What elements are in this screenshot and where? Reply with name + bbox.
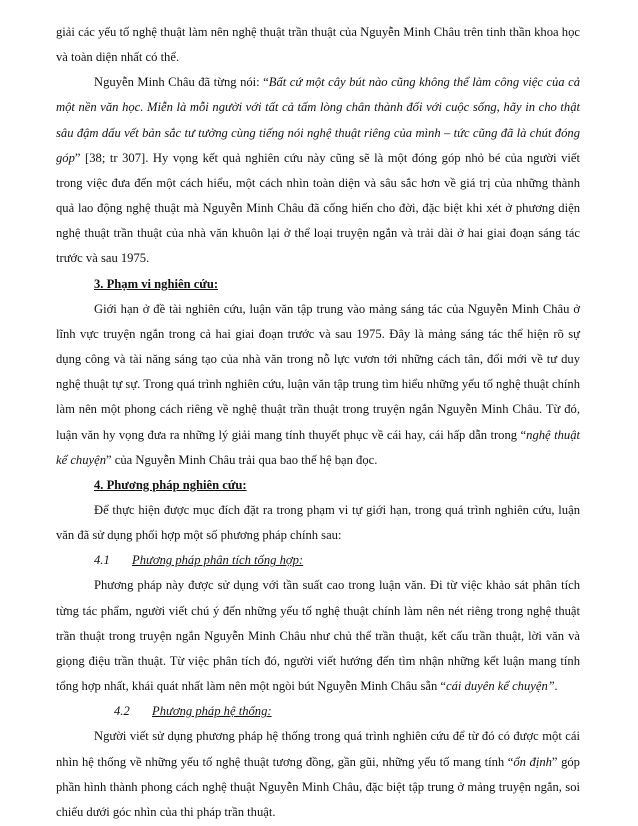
- section-heading-scope: 3. Phạm vi nghiên cứu:: [94, 276, 219, 291]
- paragraph-analysis: [56, 573, 580, 699]
- system-italic-text: ổn định: [513, 754, 552, 769]
- paragraph-intro-end: giải các yếu tố nghệ thuật làm nên nghệ thuật trần thuật của Nguyễn Minh Châu trên tinh thần khoa học và toàn diện nhất có thể.: [56, 25, 580, 65]
- paragraph-scope: [56, 297, 580, 473]
- quote-tail-text: ” [38; tr 307]. Hy vọng kết quả nghiên cứu này cũng sẽ là một đóng góp nhỏ bé của người viết trong việc đưa đến một cách hiểu, một cách nhìn toàn diện và sâu sắc hơn về giá trị của những thành quả lao động nghệ thuật mà Nguyễn Minh Châu đã cống hiến cho đời, đặc biệt khi xét ở phương diện nghệ thuật trần thuật của nhà văn khuôn lại ở thể loại truyện ngắn và trải dài ở hai giai đoạn sáng tác trước và sau 1975.: [56, 150, 580, 266]
- scope-tail-text: ” của Nguyễn Minh Châu trải qua bao thế hệ bạn đọc.: [106, 452, 378, 467]
- system-tail-text: ” góp phần hình thành phong cách nghệ thuật Nguyễn Minh Châu, đặc biệt tập trung ở mảng truyện ngắn, soi chiếu dưới góc nhìn của thi pháp trần thuật.: [56, 754, 580, 819]
- subsection-heading-analysis: 4.1 Phương pháp phân tích tổng hợp:: [94, 553, 304, 568]
- quote-lead-text: Nguyễn Minh Châu đã từng nói: “: [94, 75, 269, 90]
- scope-italic-text: nghệ thuật kể chuyện: [56, 427, 580, 467]
- section-heading-methods: 4. Phương pháp nghiên cứu:: [94, 477, 247, 492]
- paragraph-methods: Để thực hiện được mục đích đặt ra trong phạm vi tự giới hạn, trong quá trình nghiên cứu, luận văn đã sử dụng phối hợp một số phương pháp chính sau:: [56, 502, 580, 543]
- system-lead-text: Người viết sử dụng phương pháp hệ thống trong quá trình nghiên cứu để từ đó có được một cái nhìn hệ thống về những yếu tố nghệ thuật tương đồng, gần gũi, những yếu tố mang tính “: [56, 729, 580, 769]
- scope-lead-text: Giới hạn ở đề tài nghiên cứu, luận văn tập trung vào mảng sáng tác của Nguyễn Minh Châu ở lĩnh vực truyện ngắn trong cả hai giai đoạn trước và sau 1975. Đây là mảng sáng tác thể hiện rõ sự dụng công và tài năng sáng tạo của nhà văn trong nỗ lực vươn tới những cách tân, đổi mới về tư duy nghệ thuật tự sự. Trong quá trình nghiên cứu, luận văn tập trung tìm hiểu những yếu tố nghệ thuật chính làm nên một phong cách riêng về nghệ thuật trần thuật trong truyện ngắn Nguyễn Minh Châu. Từ đó, luận văn hy vọng đưa ra những lý giải mang tính thuyết phục về cái hay, cái hấp dẫn trong “: [56, 301, 580, 442]
- analysis-italic-text: cái duyên kể chuyện”.: [446, 679, 558, 694]
- quote-italic-text: Bất cứ một cây bút nào cũng không thể làm công việc của cả một nền văn học. Miễn là mỗi người với tất cả tấm lòng chân thành đối với cuộc sống, hãy in cho thật sâu đậm dấu vết bản sắc tư tưởng cùng tiếng nói nghệ thuật riêng của mình – tức cũng đã là chút đóng góp: [56, 75, 580, 165]
- analysis-lead-text: Phương pháp này được sử dụng với tần suất cao trong luận văn. Đi từ việc khảo sát phân tích từng tác phẩm, người viết chú ý đến những yếu tố nghệ thuật chính làm nên nét riêng trong nghệ thuật trần thuật trong truyện ngắn Nguyễn Minh Châu như chủ thể trần thuật, kết cấu trần thuật, lời văn và giọng điệu trần thuật. Từ việc phân tích đó, người viết hướng đến tìm nhận những kết luận mang tính tổng hợp nhất, khái quát nhất làm nên một ngòi bút Nguyễn Minh Châu sẵn “: [56, 578, 580, 694]
- paragraph-system: [56, 724, 580, 825]
- subsection-heading-system: 4.2 Phương pháp hệ thống:: [114, 704, 272, 719]
- paragraph-quote: [56, 70, 580, 271]
